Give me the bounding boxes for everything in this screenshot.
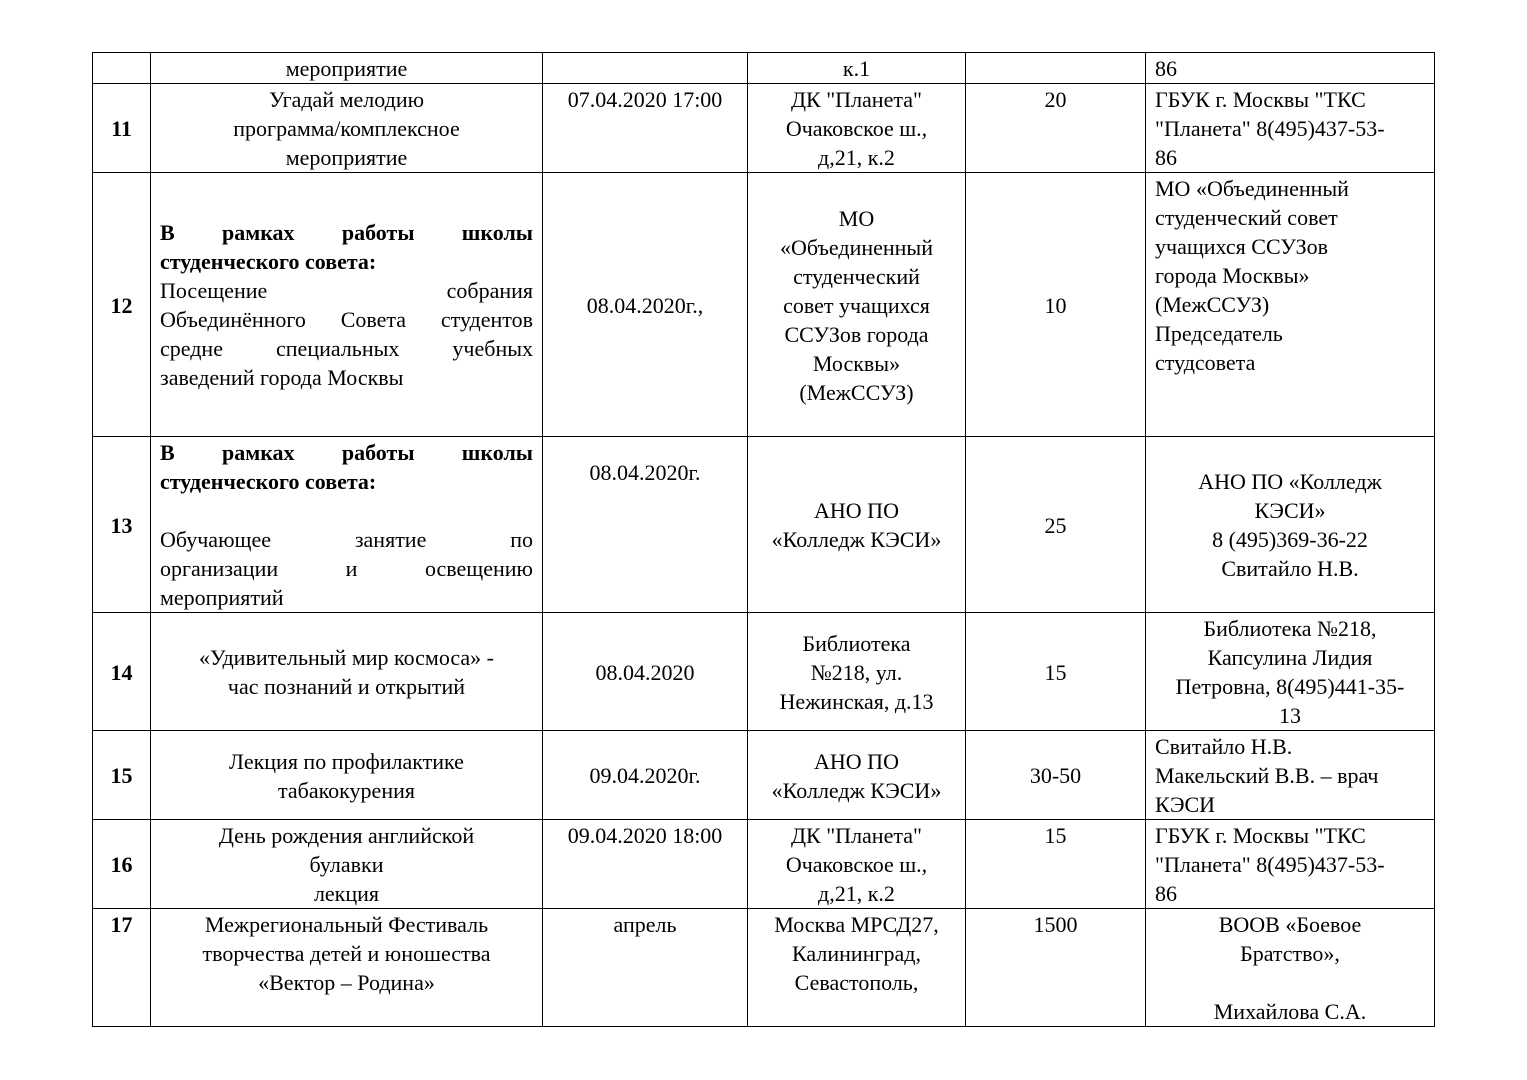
organizer-line: 86 (1155, 145, 1177, 170)
row-number (93, 53, 151, 84)
organizer-line: "Планета" 8(495)437-53- (1155, 116, 1385, 141)
place-line: студенческий (793, 263, 920, 289)
event-line: лекция (313, 881, 380, 906)
organizer-line: 86 (1155, 881, 1177, 906)
organizer-line: ГБУК г. Москвы "ТКС (1155, 87, 1366, 112)
place-cell (748, 173, 966, 437)
date-cell: 07.04.2020 17:00 (543, 84, 748, 173)
place-cell (748, 437, 966, 613)
place-cell (748, 53, 966, 84)
table-row (93, 437, 1435, 613)
table-row (93, 820, 1435, 909)
spacer (160, 496, 533, 525)
organizer-line: (МежССУЗ) (1155, 292, 1270, 317)
place-line: Библиотека (802, 630, 911, 656)
row-number: 16 (93, 820, 151, 909)
count-cell: 15 (966, 820, 1146, 909)
date-cell: апрель (543, 909, 748, 1027)
count-cell: 20 (966, 84, 1146, 173)
event-cell (151, 820, 543, 909)
place-cell (748, 731, 966, 820)
organizer-line: ВООВ «Боевое (1218, 912, 1362, 937)
event-line: мероприятие (285, 145, 408, 170)
event-cell (151, 731, 543, 820)
spacer (552, 438, 738, 458)
date-cell: 08.04.2020г., (543, 173, 748, 437)
event-line: Межрегиональный Фестиваль (204, 912, 489, 937)
event-heading-line: студенческого совета: (160, 249, 377, 274)
event-line: час познаний и открытий (227, 674, 466, 699)
organizer-line: Председатель (1155, 321, 1283, 346)
organizer-line: 86 (1155, 56, 1177, 81)
event-line: День рождения английской (218, 823, 475, 848)
organizer-cell (1146, 53, 1435, 84)
place-line: №218, ул. (810, 659, 903, 685)
date-cell: 09.04.2020 18:00 (543, 820, 748, 909)
place-line: Очаковское ш., (785, 852, 928, 877)
count-cell: 15 (966, 613, 1146, 731)
place-line: Очаковское ш., (785, 116, 928, 141)
count-cell: 30-50 (966, 731, 1146, 820)
organizer-line: города Москвы» (1155, 263, 1310, 288)
event-line: организации и освещению (160, 556, 533, 581)
count-cell: 25 (966, 437, 1146, 613)
organizer-line: "Планета" 8(495)437-53- (1155, 852, 1385, 877)
row-number: 14 (93, 613, 151, 731)
place-line: к.1 (842, 56, 871, 81)
row-number: 12 (93, 173, 151, 437)
organizer-line: Петровна, 8(495)441-35- (1175, 674, 1405, 699)
organizer-cell (1146, 84, 1435, 173)
events-table (92, 52, 1435, 1027)
place-line: д,21, к.2 (818, 145, 895, 170)
count-cell: 10 (966, 173, 1146, 437)
event-heading-line: студенческого совета: (160, 469, 377, 494)
place-cell (748, 909, 966, 1027)
organizer-line: Макельский В.В. – врач (1155, 763, 1379, 788)
date-cell: 08.04.2020 (543, 613, 748, 731)
table-row (93, 173, 1435, 437)
organizer-line: студенческий совет (1155, 205, 1338, 230)
organizer-line: учащихся ССУЗов (1155, 234, 1329, 259)
place-line: ССУЗов города (784, 321, 929, 347)
event-line: Посещение собрания (160, 278, 533, 303)
organizer-cell (1146, 909, 1435, 1027)
place-cell (748, 84, 966, 173)
organizer-line: ГБУК г. Москвы "ТКС (1155, 823, 1366, 848)
place-line: Москва МРСД27, (774, 912, 939, 937)
place-line: АНО ПО (814, 748, 899, 774)
event-line: мероприятие (285, 56, 408, 81)
organizer-cell (1146, 731, 1435, 820)
organizer-line: студсовета (1155, 350, 1256, 375)
event-line: Объединённого Совета студентов (160, 307, 533, 332)
place-cell (748, 820, 966, 909)
event-cell (151, 84, 543, 173)
organizer-line: Михайлова С.А. (1213, 999, 1367, 1024)
place-line: д,21, к.2 (818, 881, 895, 906)
organizer-line: МО «Объединенный (1155, 176, 1349, 201)
place-line: ДК "Планета" (791, 87, 922, 112)
table-row (93, 731, 1435, 820)
organizer-cell (1146, 613, 1435, 731)
event-heading-line: В рамках работы школы (160, 220, 533, 245)
event-cell (151, 173, 543, 437)
place-line: Москвы» (812, 350, 901, 376)
event-line: Лекция по профилактике (229, 748, 464, 774)
event-cell (151, 909, 543, 1027)
organizer-line: 8 (495)369-36-22 (1212, 527, 1368, 552)
place-line: «Колледж КЭСИ» (771, 527, 942, 552)
organizer-line: Капсулина Лидия (1207, 645, 1373, 670)
event-line: булавки (309, 852, 384, 877)
organizer-line: Библиотека №218, (1203, 616, 1377, 641)
event-cell (151, 613, 543, 731)
event-cell (151, 53, 543, 84)
organizer-line: АНО ПО «Колледж (1198, 469, 1382, 494)
place-line: Севастополь, (794, 970, 919, 995)
place-line: АНО ПО (814, 498, 899, 523)
organizer-line: 13 (1279, 703, 1301, 728)
organizer-cell (1146, 173, 1435, 437)
place-line: совет учащихся (783, 292, 930, 318)
date-cell: 09.04.2020г. (543, 731, 748, 820)
place-line: Калининград, (792, 941, 921, 966)
organizer-line: Свитайло Н.В. (1155, 734, 1293, 759)
table-row (93, 909, 1435, 1027)
organizer-line: Братство», (1240, 941, 1340, 966)
place-line: (МежССУЗ) (799, 379, 914, 405)
event-line: программа/комплексное (233, 116, 460, 141)
table-row (93, 53, 1435, 84)
table-row (93, 84, 1435, 173)
event-line: «Вектор – Родина» (258, 970, 435, 995)
date-cell (543, 53, 748, 84)
row-number: 13 (93, 437, 151, 613)
place-line: Нежинская, д.13 (779, 688, 934, 714)
event-line: мероприятий (160, 585, 284, 610)
place-cell (748, 613, 966, 731)
place-line: МО (838, 205, 875, 231)
event-line: творчества детей и юношества (202, 941, 491, 966)
organizer-line: Свитайло Н.В. (1221, 556, 1359, 581)
organizer-cell (1146, 437, 1435, 613)
event-cell (151, 437, 543, 613)
row-number: 11 (93, 84, 151, 173)
place-line: ДК "Планета" (791, 823, 922, 848)
event-line: табакокурения (278, 777, 415, 803)
count-cell: 1500 (966, 909, 1146, 1027)
place-line: «Колледж КЭСИ» (771, 777, 942, 803)
organizer-cell (1146, 820, 1435, 909)
date-cell (543, 437, 748, 613)
organizer-line: КЭСИ (1155, 792, 1216, 817)
event-line: «Удивительный мир космоса» - (198, 645, 494, 670)
event-line: Угадай мелодию (268, 87, 425, 112)
event-heading-line: В рамках работы школы (160, 440, 533, 465)
date-text: 08.04.2020г. (589, 460, 701, 485)
organizer-line: КЭСИ» (1254, 498, 1326, 523)
spacer (1155, 968, 1425, 997)
table-row (93, 613, 1435, 731)
row-number: 17 (93, 909, 151, 1027)
event-line: заведений города Москвы (160, 365, 404, 390)
row-number: 15 (93, 731, 151, 820)
count-cell (966, 53, 1146, 84)
place-line: «Объединенный (780, 234, 933, 260)
event-line: Обучающее занятие по (160, 527, 533, 552)
event-line: средне специальных учебных (160, 336, 533, 361)
